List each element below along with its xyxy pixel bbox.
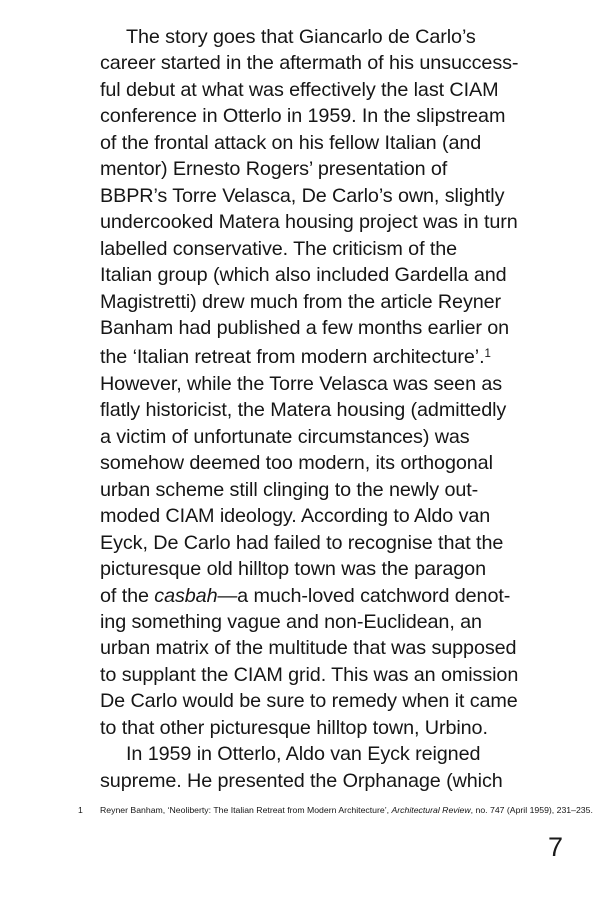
text-line	[100, 236, 578, 262]
text-line	[100, 315, 578, 341]
text-segment: ful debut at what was effectively the last CIAM	[100, 78, 499, 101]
text-line	[100, 477, 578, 503]
text-segment: career started in the aftermath of his unsuccess-	[100, 52, 519, 75]
text-segment: However, while the Torre Velasca was seen as	[100, 372, 503, 395]
text-segment: urban matrix of the multitude that was supposed	[100, 637, 517, 660]
text-segment: In 1959 in Otterlo, Aldo van Eyck reigned	[126, 743, 481, 766]
footnote-text	[100, 805, 593, 816]
text-line	[100, 371, 578, 397]
text-segment: ing something vague and non-Euclidean, an	[100, 610, 482, 633]
text-line	[100, 24, 578, 50]
text-segment: of the frontal attack on his fellow Italian (and	[100, 131, 482, 154]
text-segment: to supplant the CIAM grid. This was an omission	[100, 663, 519, 686]
text-segment: somehow deemed too modern, its orthogonal	[100, 452, 493, 475]
text-segment: the ‘Italian retreat from modern architecture’.	[100, 346, 485, 369]
text-line	[100, 103, 578, 129]
text-segment: Eyck, De Carlo had failed to recognise that the	[100, 531, 504, 554]
text-line	[100, 424, 578, 450]
text-segment: supreme. He presented the Orphanage (which	[100, 769, 503, 792]
text-line	[100, 662, 578, 688]
text-line	[100, 341, 578, 370]
text-segment: of the	[100, 584, 155, 607]
text-line	[100, 289, 578, 315]
text-line	[100, 397, 578, 423]
body-text	[100, 24, 578, 794]
text-segment: a victim of unfortunate circumstances) was	[100, 425, 470, 448]
text-line	[100, 209, 578, 235]
text-segment: picturesque old hilltop town was the paragon	[100, 558, 486, 581]
text-line	[100, 130, 578, 156]
text-line	[100, 768, 578, 794]
text-segment: conference in Otterlo in 1959. In the slipstream	[100, 105, 506, 128]
text-segment: labelled conservative. The criticism of the	[100, 237, 458, 260]
footnote	[78, 805, 593, 816]
text-segment: , no. 747 (April 1959), 231–235.	[470, 805, 593, 815]
text-segment: to that other picturesque hilltop town, Urbino.	[100, 716, 488, 739]
text-line	[100, 503, 578, 529]
text-segment: BBPR’s Torre Velasca, De Carlo’s own, slightly	[100, 184, 505, 207]
text-segment: Magistretti) drew much from the article Reyner	[100, 290, 502, 313]
text-line	[100, 715, 578, 741]
text-line	[100, 50, 578, 76]
text-line	[100, 156, 578, 182]
text-segment: casbah	[154, 584, 218, 607]
text-segment: Architectural Review	[391, 805, 471, 815]
text-line	[100, 77, 578, 103]
text-line	[100, 530, 578, 556]
text-segment: mentor) Ernesto Rogers’ presentation of	[100, 158, 448, 181]
text-line	[100, 450, 578, 476]
text-segment: De Carlo would be sure to remedy when it came	[100, 690, 518, 713]
text-segment: urban scheme still clinging to the newly out-	[100, 478, 479, 501]
text-segment: flatly historicist, the Matera housing (admittedly	[100, 399, 507, 422]
text-line	[100, 556, 578, 582]
text-segment: Reyner Banham, ‘Neoliberty: The Italian Retreat from Modern Architecture’,	[100, 805, 392, 815]
text-segment: Italian group (which also included Gardella and	[100, 264, 507, 287]
text-line	[100, 262, 578, 288]
text-segment: —a much-loved catchword denot-	[217, 584, 511, 607]
text-line	[100, 688, 578, 714]
page-number: 7	[547, 832, 563, 862]
text-line	[100, 583, 578, 609]
footnote-ref: 1	[484, 348, 491, 361]
text-line	[100, 183, 578, 209]
text-segment: undercooked Matera housing project was in turn	[100, 211, 518, 234]
text-segment: moded CIAM ideology. According to Aldo van	[100, 505, 491, 528]
footnote-marker: 1	[78, 805, 83, 815]
text-line	[100, 741, 578, 767]
text-line	[100, 635, 578, 661]
paragraph	[100, 741, 578, 794]
text-segment: The story goes that Giancarlo de Carlo’s	[126, 26, 476, 48]
text-line	[100, 609, 578, 635]
text-segment: Banham had published a few months earlier on	[100, 316, 510, 339]
paragraph	[100, 24, 578, 741]
